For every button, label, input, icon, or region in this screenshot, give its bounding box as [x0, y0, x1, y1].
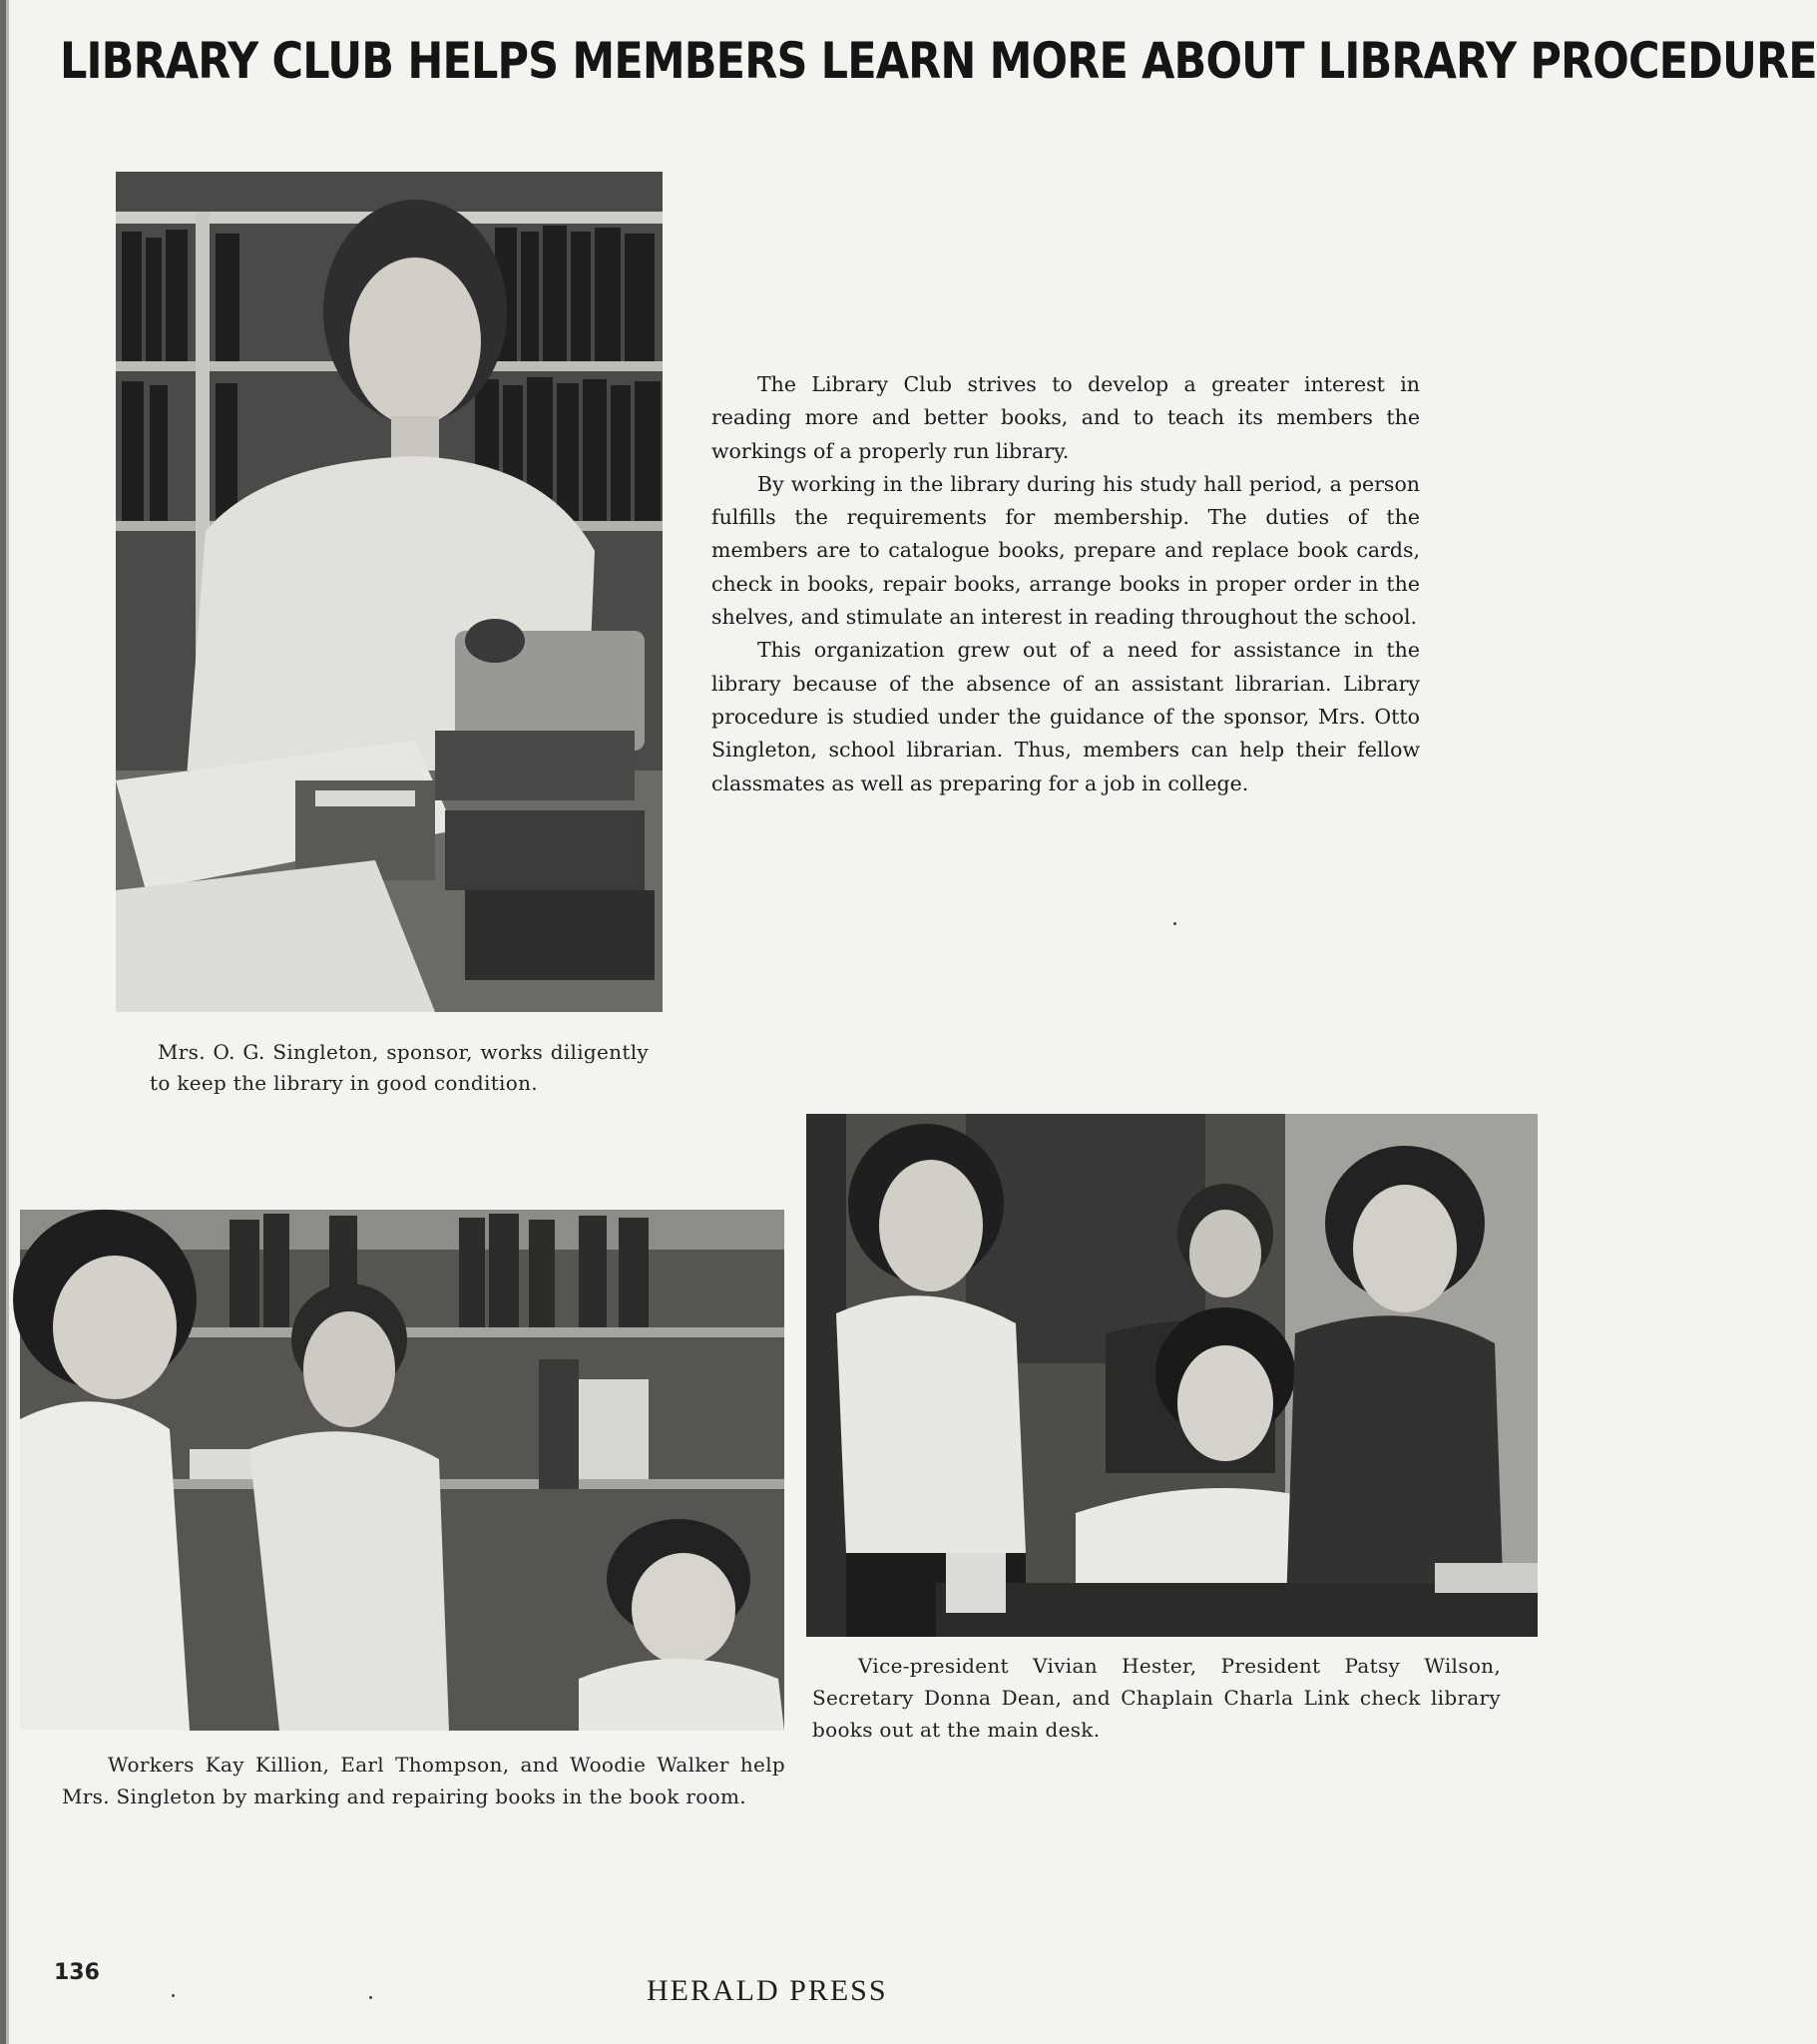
page-number: 136	[54, 1960, 100, 1985]
print-speck	[172, 1994, 175, 1997]
article-paragraph: This organization grew out of a need for assistance in the library because of the absence of an assistant librarian. Library procedure is studied under the guidance of the sponsor, Mrs. Otto Singleton, school librarian. Thus, members can help their fellow classmates as well as preparing for a job in college.	[711, 638, 1420, 795]
sponsor-photo	[116, 172, 663, 1012]
workers-photo	[20, 1210, 784, 1731]
sponsor-caption: Mrs. O. G. Singleton, sponsor, works diligently to keep the library in good condition.	[150, 1040, 649, 1095]
article-paragraph: The Library Club strives to develop a greater interest in reading more and better books, and to teach its members the workings of a properly run library.	[711, 372, 1420, 463]
publication-name: HERALD PRESS	[647, 1974, 888, 2007]
article-paragraph: By working in the library during his study hall period, a person fulfills the requirements for membership. The duties of the members are to catalogue books, prepare and replace book cards, check in books, repair books, arrange books in proper order in the shelves, and stimulate an interest in reading throughout the school.	[711, 471, 1420, 630]
page-headline: LIBRARY CLUB HELPS MEMBERS LEARN MORE ABOUT LIBRARY PROCEDURE	[60, 32, 1817, 90]
print-speck	[369, 1996, 372, 1999]
page-binding-edge	[0, 0, 16, 2044]
officers-photo	[806, 1114, 1538, 1637]
workers-caption: Workers Kay Killion, Earl Thompson, and Woodie Walker help Mrs. Singleton by marking and repairing books in the book room.	[62, 1753, 785, 1808]
print-speck	[1173, 922, 1176, 925]
officers-caption: Vice-president Vivian Hester, President Patsy Wilson, Secretary Donna Dean, and Chaplain Charla Link check library books out at the main desk.	[812, 1654, 1501, 1742]
article-body	[711, 368, 1420, 800]
